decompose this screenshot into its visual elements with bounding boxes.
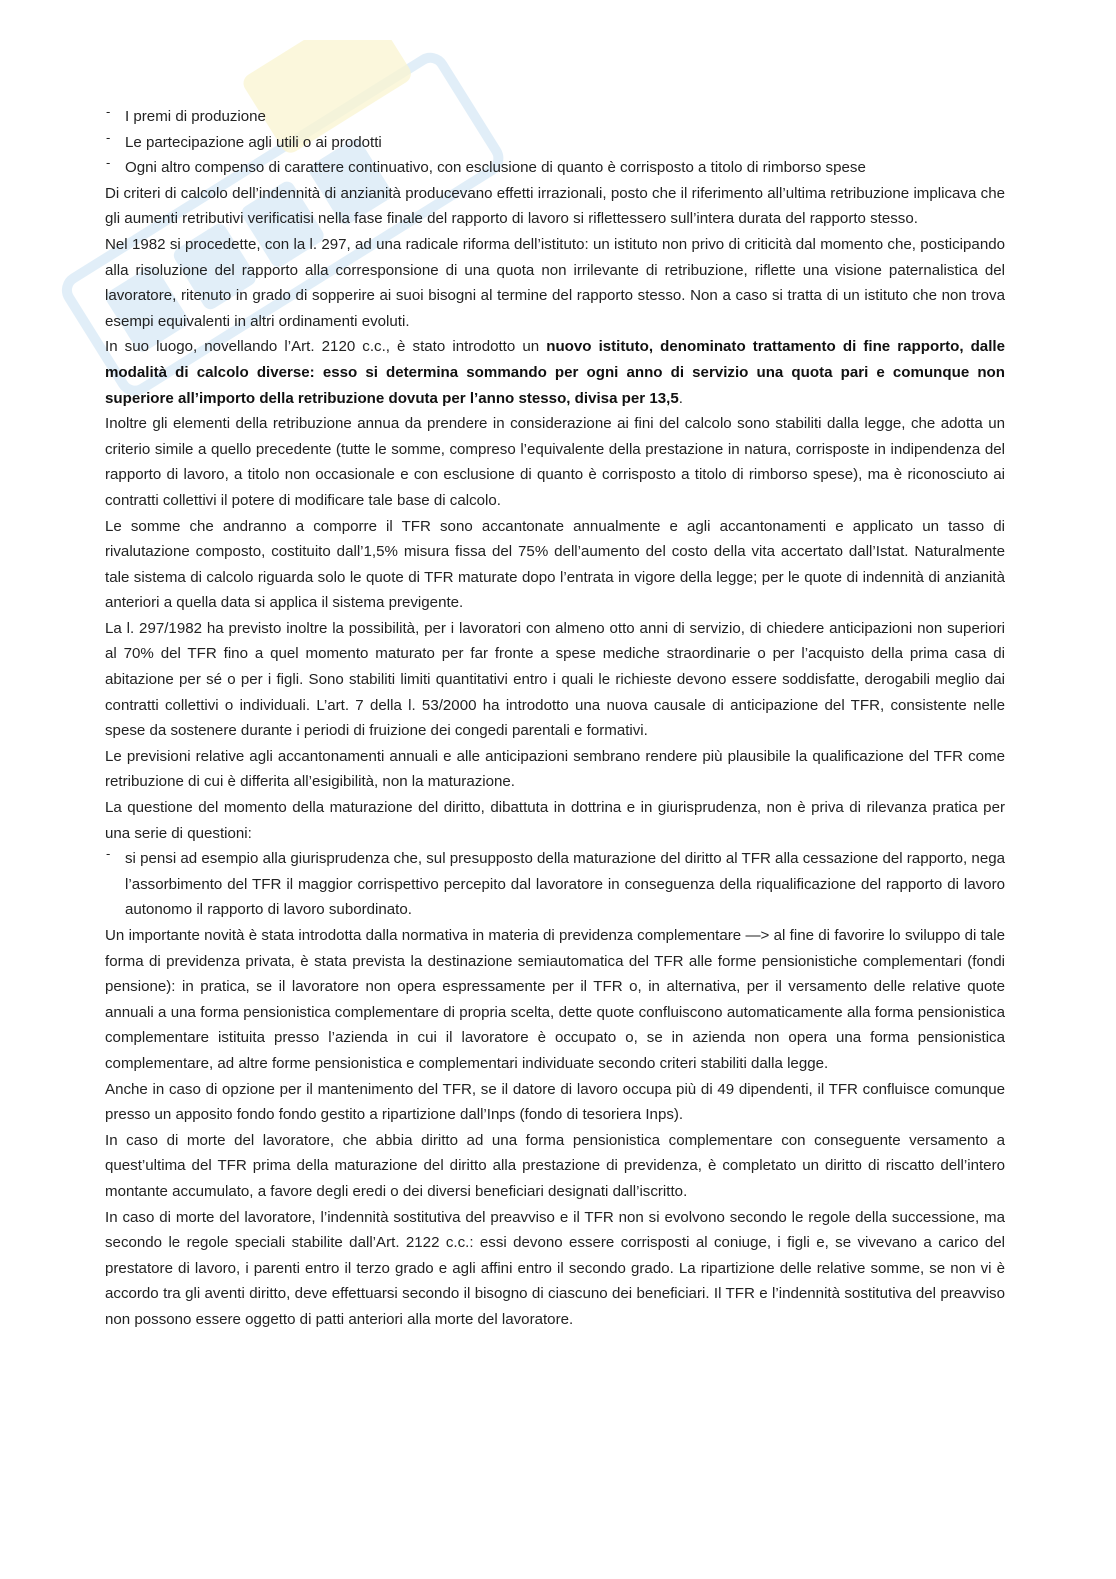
paragraph: Le previsioni relative agli accantonamenti annuali e alle anticipazioni sembrano rendere più plausibile la qualificazione del TFR come retribuzione di cui è differita all’esigibilità, non la maturazione. [105, 747, 1005, 791]
document-page [105, 104, 1005, 1333]
paragraph: Un importante novità è stata introdotta dalla normativa in materia di previdenza complementare —> al fine di favorire lo sviluppo di tale forma di previdenza privata, è stata prevista la destinazione semiautomatica del TFR alle forme pensionistiche complementari (fondi pensione): in pratica, se il lavoratore non opera espressamente per il TFR o, in alternativa, per il versamento delle relative quote annuali a una forma pensionistica complementare di propria scelta, dette quote confluiscono automaticamente alla forma pensionistica complementare istituita presso l’azienda in cui il lavoratore è occupato o, se in azienda non opera una forma pensionistica complementare, ad altre forme pensionistica e complementari individuate secondo criteri stabiliti dalla legge. [105, 927, 1005, 1072]
intro-list [105, 104, 1005, 181]
paragraph: Nel 1982 si procedette, con la l. 297, ad una radicale riforma dell’istituto: un istituto non privo di criticità dal momento che, posticipando alla risoluzione del rapporto alla corresponsione di una quota non irrilevante di retribuzione, riflette una visione paternalistica del lavoratore, ritenuto in grado di sopperire ai suoi bisogni al termine del rapporto stesso. Non a caso si tratta di un istituto che non trova esempi equivalenti in altri ordinamenti evoluti. [105, 235, 1005, 330]
paragraph: In caso di morte del lavoratore, l’indennità sostitutiva del preavviso e il TFR non si evolvono secondo le regole della successione, ma secondo le regole speciali stabilite dall’Art. 2122 c.c.: essi devono essere corrisposti al coniuge, i figli e, se vivevano a carico del prestatore di lavoro, i parenti entro il terzo grado e agli affini entro il secondo grado. La ripartizione delle relative somme, se non vi è accordo tra gli aventi diritto, deve effettuarsi secondo il bisogno di ciascuno dei beneficiari. Il TFR e l’indennità sostitutiva del preavviso non possono essere oggetto di patti anteriori alla morte del lavoratore. [105, 1208, 1005, 1328]
paragraph: La questione del momento della maturazione del diritto, dibattuta in dottrina e in giurisprudenza, non è priva di rilevanza pratica per una serie di questioni: [105, 799, 1005, 842]
list-item: - Le partecipazione agli utili o ai prodotti [105, 130, 1005, 156]
paragraph: Di criteri di calcolo dell’indennità di anzianità producevano effetti irrazionali, posto che il riferimento all’ultima retribuzione implicava che gli aumenti retributivi verificatisi nella fase finale del rapporto di lavoro si riflettessero sull’intera durata del rapporto stesso. [105, 184, 1005, 228]
list-item: - I premi di produzione [105, 104, 1005, 130]
paragraph-text: . [678, 389, 683, 407]
paragraph: In caso di morte del lavoratore, che abbia diritto ad una forma pensionistica complementare con conseguente versamento a quest’ultima del TFR prima della maturazione del diritto alla prestazione di previdenza, è completato un diritto di riscatto dell’intero montante accumulato, a favore degli eredi o dei diversi beneficiari designati dall’iscritto. [105, 1131, 1005, 1200]
bold-definition: nuovo istituto, denominato trattamento di fine rapporto, dalle modalità di calcolo diverse: esso si determina sommando per ogni anno di servizio una quota pari e comunque non superiore all’importo della retribuzione dovuta per l’anno stesso, divisa per 13,5 [105, 338, 1005, 407]
paragraph-text: In suo luogo, novellando l’Art. 2120 c.c., è stato introdotto un [105, 338, 547, 356]
list-item: - si pensi ad esempio alla giurisprudenza che, sul presupposto della maturazione del diritto al TFR alla cessazione del rapporto, nega l’assorbimento del TFR il maggior corrispettivo percepito dal lavoratore in conseguenza della riqualificazione del rapporto di lavoro autonomo il rapporto di lavoro subordinato. [105, 846, 1005, 923]
paragraph: Inoltre gli elementi della retribuzione annua da prendere in considerazione ai fini del calcolo sono stabiliti dalla legge, che adotta un criterio simile a quello precedente (tutte le somme, compreso l’equivalente della prestazione in natura, corrisposte in indipendenza del rapporto di lavoro, a titolo non occasionale e con esclusione di quanto è corrisposto a titolo di rimborso spese), ma è riconosciuto ai contratti collettivi il potere di modificare tale base di calcolo. [105, 415, 1005, 509]
list-item: - Ogni altro compenso di carattere continuativo, con esclusione di quanto è corrisposto a titolo di rimborso spese [105, 155, 1005, 181]
paragraph-tfr-definition [105, 334, 1005, 411]
paragraph: La l. 297/1982 ha previsto inoltre la possibilità, per i lavoratori con almeno otto anni di servizio, di chiedere anticipazioni non superiori al 70% del TFR fino a quel momento maturato per far fronte a spese mediche straordinarie o per l’acquisto della prima casa di abitazione per sé o per i figli. Sono stabiliti limiti quantitativi entro i quali le richieste devono essere soddisfatte, derogabili meglio dai contratti collettivi o individuali. L’art. 7 della l. 53/2000 ha introdotto una nuova causale di anticipazione del TFR, consistente nelle spese da sostenere durante i periodi di fruizione dei congedi parentali e formativi. [105, 619, 1005, 740]
paragraph: Anche in caso di opzione per il mantenimento del TFR, se il datore di lavoro occupa più di 49 dipendenti, il TFR confluisce comunque presso un apposito fondo fondo gestito a ripartizione dall’Inps (fondo di tesoriera Inps). [105, 1080, 1005, 1124]
paragraph: Le somme che andranno a comporre il TFR sono accantonate annualmente e agli accantonamenti e applicato un tasso di rivalutazione composto, costituito dall’1,5% misura fissa del 75% dell’aumento del costo della vita accertato dall’Istat. Naturalmente tale sistema di calcolo riguarda solo le quote di TFR maturate dopo l’entrata in vigore della legge; per le quote di indennità di anzianità anteriori a quella data si applica il sistema previgente. [105, 517, 1005, 612]
questions-list [105, 846, 1005, 923]
